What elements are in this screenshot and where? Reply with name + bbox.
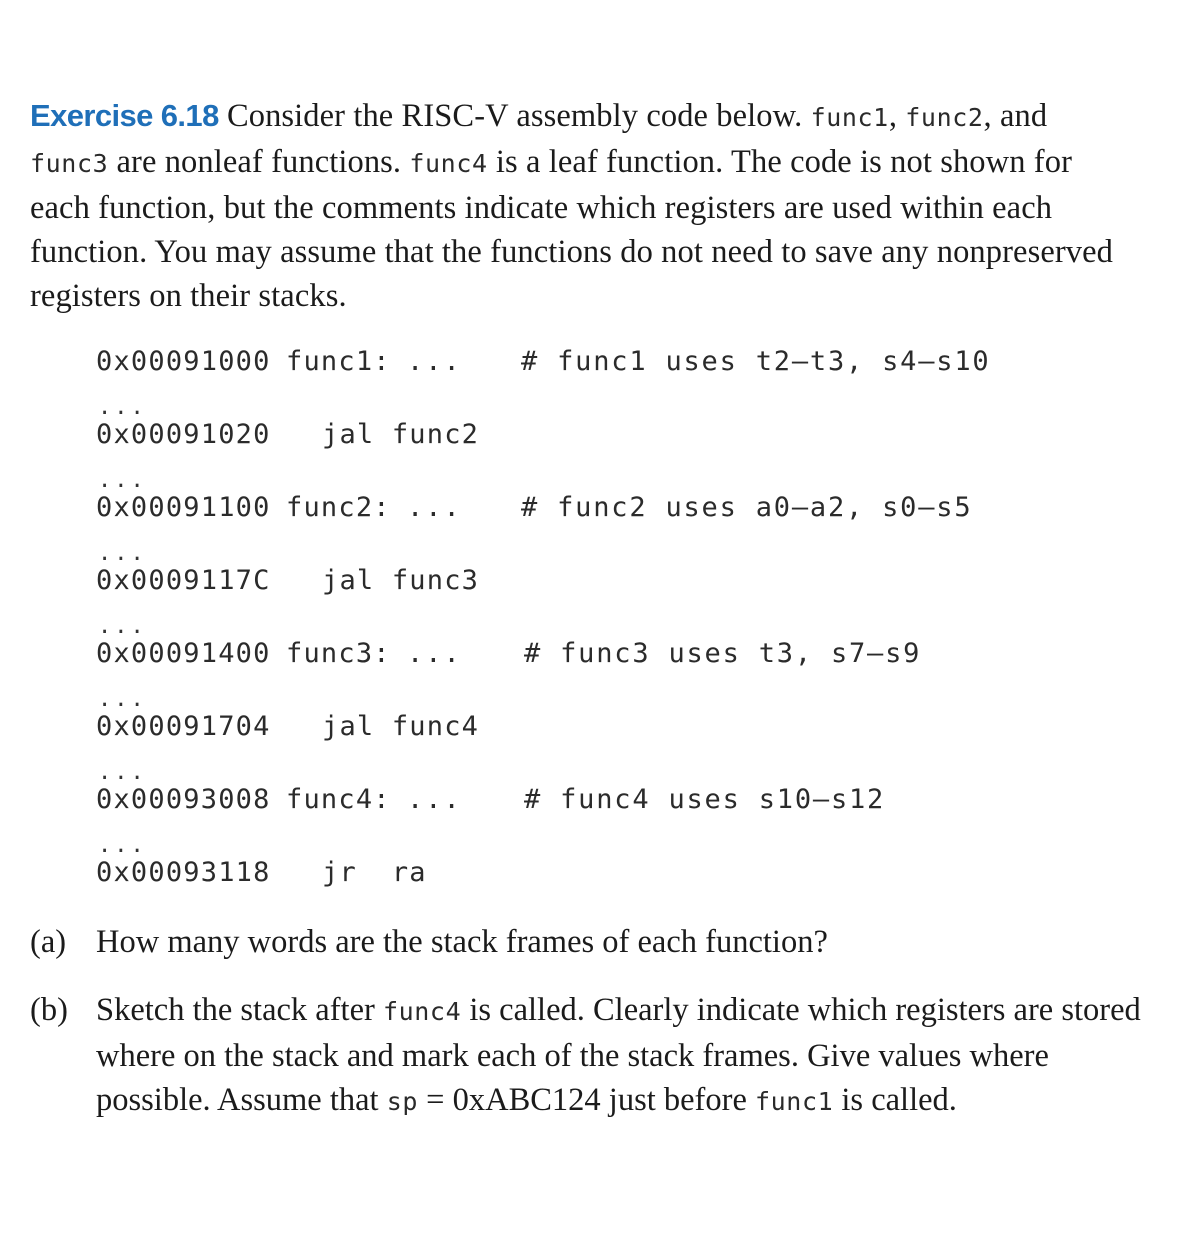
code-line (96, 419, 479, 451)
code-address: 0x0009117C (96, 565, 271, 596)
intro-code-func4: func4 (409, 149, 488, 178)
code-label: func4: (286, 784, 391, 815)
question-b-code-func4: func4 (382, 997, 462, 1026)
code-address: 0x00093118 (96, 857, 271, 888)
code-comment: # func2 uses a0–a2, s0–s5 (521, 492, 973, 523)
question-b-text (96, 988, 1170, 1124)
question-b-code-func1: func1 (755, 1087, 834, 1116)
code-label: func3: (286, 638, 391, 669)
code-line (96, 784, 886, 816)
code-instruction: jr ra (322, 857, 427, 888)
code-line (96, 565, 479, 597)
code-instruction: jal func3 (322, 565, 480, 596)
question-b (30, 988, 1170, 1124)
code-comment: # func4 uses s10–s12 (524, 784, 886, 815)
intro-code-func2: func2 (905, 103, 984, 132)
question-a-marker: (a) (30, 924, 67, 960)
code-instruction: jal func2 (322, 419, 480, 450)
question-b-code-sp: sp (386, 1087, 419, 1116)
question-a-text: How many words are the stack frames of each function? (96, 924, 828, 960)
code-line (96, 711, 479, 743)
code-comment: # func3 uses t3, s7–s9 (524, 638, 922, 669)
question-b-text-4: is called. (833, 1082, 957, 1118)
code-comment: # func1 uses t2–t3, s4–s10 (521, 346, 991, 377)
code-instruction: jal func4 (322, 711, 480, 742)
code-ellipsis: ... (407, 492, 462, 523)
code-line (96, 492, 973, 524)
code-address: 0x00093008 (96, 784, 271, 815)
intro-text-1: Consider the RISC-V assembly code below. (218, 98, 811, 134)
code-ellipsis: ... (407, 638, 462, 669)
code-continuation: ... (98, 760, 147, 785)
intro-text-5: is a leaf function. The code is not shown for each function, but the comments indicate which registers are used within each function. You may assume that the functions do not need to save any nonpreserved registers on their stacks. (30, 144, 1113, 314)
exercise-label: Exercise 6.18 (30, 98, 219, 133)
intro-text-4: are nonleaf functions. (108, 144, 410, 180)
code-line (96, 638, 922, 670)
code-address: 0x00091020 (96, 419, 271, 450)
question-a (30, 920, 1170, 964)
code-continuation: ... (98, 541, 147, 566)
code-ellipsis: ... (407, 346, 462, 377)
code-line (96, 346, 991, 378)
code-continuation: ... (98, 468, 147, 493)
code-label: func1: (286, 346, 391, 377)
code-line (96, 857, 427, 889)
code-ellipsis: ... (407, 784, 462, 815)
question-b-text-1: Sketch the stack after (96, 992, 383, 1028)
question-b-text-3: = 0xABC124 just before (418, 1082, 755, 1118)
intro-text-2: , (888, 98, 906, 134)
code-address: 0x00091100 (96, 492, 271, 523)
intro-code-func3: func3 (30, 149, 109, 178)
intro-code-func1: func1 (810, 103, 889, 132)
exercise-intro (30, 94, 1130, 318)
code-continuation: ... (98, 614, 147, 639)
intro-text-3: , and (983, 98, 1048, 134)
code-address: 0x00091400 (96, 638, 271, 669)
question-b-text-2: is called. Clearly indicate which registers are stored where on the stack and mark each of the stack frames. Give values where possible. Assume that (96, 992, 1141, 1118)
code-address: 0x00091704 (96, 711, 271, 742)
code-continuation: ... (98, 687, 147, 712)
code-continuation: ... (98, 833, 147, 858)
code-label: func2: (286, 492, 391, 523)
code-address: 0x00091000 (96, 346, 271, 377)
question-b-marker: (b) (30, 992, 68, 1028)
code-continuation: ... (98, 395, 147, 420)
